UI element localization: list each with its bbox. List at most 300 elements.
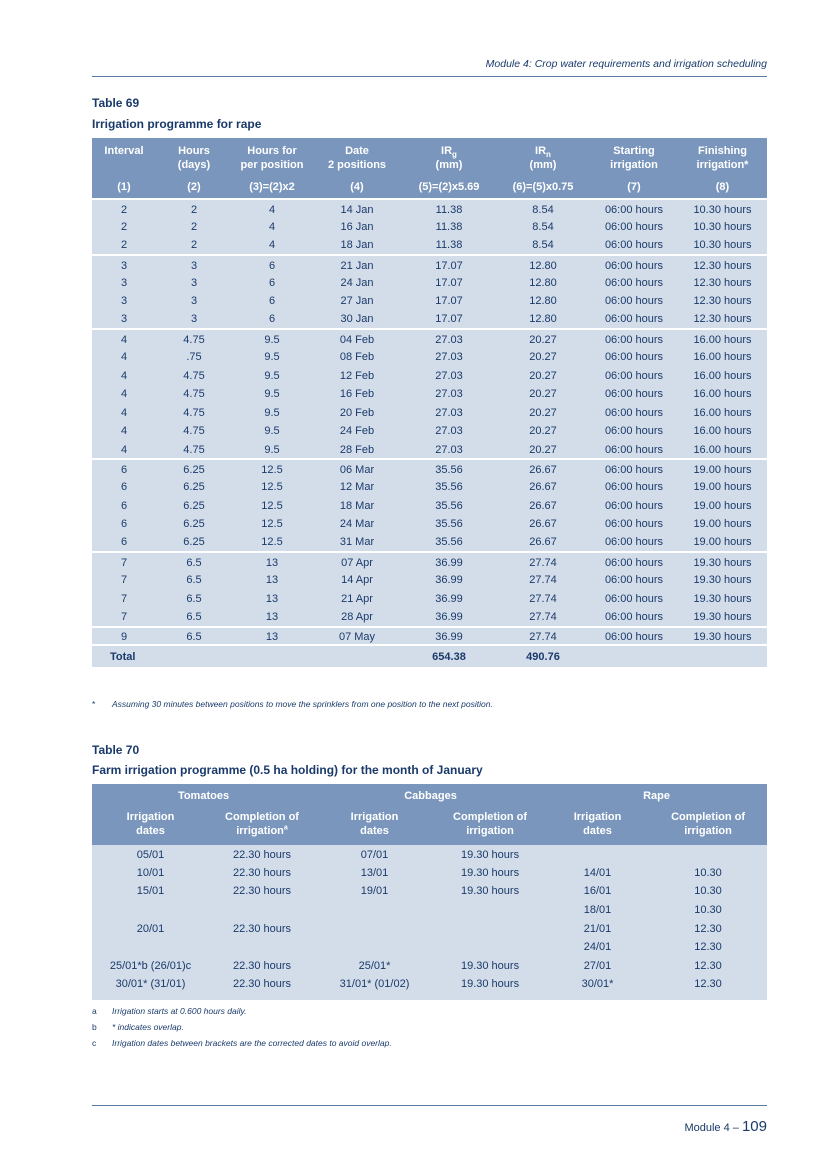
table-cell: 13 (232, 608, 312, 627)
table-cell: 9.5 (232, 441, 312, 460)
table-cell: 11.38 (402, 218, 496, 237)
column-code: (8) (678, 175, 767, 199)
table-cell: 26.67 (496, 515, 590, 534)
column-header (209, 807, 315, 845)
table-cell: 13/01 (315, 864, 434, 883)
column-header-label: Interval (104, 145, 144, 157)
column-header (315, 807, 434, 845)
running-header: Module 4: Crop water requirements and irrigation scheduling (485, 58, 767, 70)
column-header-unit: (days) (177, 159, 211, 171)
table-cell: 10.30 (649, 901, 767, 920)
footnote-mark: a (92, 1006, 97, 1016)
column-header (590, 138, 678, 175)
table-cell: 19.30 hours (678, 608, 767, 627)
table-cell: 6 (92, 534, 156, 553)
total-irn: 490.76 (496, 645, 590, 667)
table-cell: 9.5 (232, 422, 312, 441)
table-cell (649, 994, 767, 1000)
table-cell: 06:00 hours (590, 627, 678, 646)
table-cell: 9.5 (232, 385, 312, 404)
table-cell: 12.80 (496, 292, 590, 311)
table-cell (315, 938, 434, 957)
table-cell: 19.00 hours (678, 478, 767, 497)
footer-module: Module 4 – (684, 1122, 739, 1134)
table-cell: 8.54 (496, 199, 590, 218)
table-cell: 3 (92, 273, 156, 292)
table-row (92, 534, 767, 553)
table-cell: 12.30 hours (678, 292, 767, 311)
table-cell: 22.30 hours (209, 919, 315, 938)
table-cell: 14 Jan (312, 199, 402, 218)
table69-footnote (92, 699, 493, 709)
table-cell: 04 Feb (312, 329, 402, 348)
table-cell (315, 994, 434, 1000)
table-cell: 06:00 hours (590, 497, 678, 516)
table-cell: 3 (156, 292, 232, 311)
column-header-label: Finishing (698, 145, 747, 157)
table-cell: 6.25 (156, 515, 232, 534)
column-header-label: Irrigation (573, 811, 622, 823)
table-cell: 28 Apr (312, 608, 402, 627)
table-cell: 28 Feb (312, 441, 402, 460)
table-cell: 12.5 (232, 534, 312, 553)
table-cell: 4 (92, 404, 156, 423)
table-cell: 4.75 (156, 385, 232, 404)
table-cell: 06:00 hours (590, 459, 678, 478)
table-cell: 6 (232, 311, 312, 330)
table-cell: 30/01* (546, 975, 649, 994)
table-cell: 3 (156, 273, 232, 292)
table-row (92, 864, 767, 883)
table-cell: 12.80 (496, 273, 590, 292)
table-cell (434, 938, 546, 957)
table-cell: 06:00 hours (590, 608, 678, 627)
table-cell: 06:00 hours (590, 255, 678, 274)
table-row (92, 497, 767, 516)
table-cell: 11.38 (402, 199, 496, 218)
table-cell: 27.03 (402, 441, 496, 460)
table-cell: 9.5 (232, 348, 312, 367)
table-cell: 9.5 (232, 329, 312, 348)
column-header-unit: (mm) (435, 159, 463, 171)
table-cell: 2 (92, 236, 156, 255)
table-cell: 6.25 (156, 534, 232, 553)
table-cell: 36.99 (402, 608, 496, 627)
table-cell: 10.30 (649, 882, 767, 901)
table-cell: 06:00 hours (590, 422, 678, 441)
footnote-ref: a (283, 824, 288, 832)
table-cell: 9.5 (232, 404, 312, 423)
table-row (92, 385, 767, 404)
crop-header: Rape (546, 784, 767, 807)
table-cell: 06:00 hours (590, 441, 678, 460)
table-cell: 31/01* (01/02) (315, 975, 434, 994)
table-cell: 12.5 (232, 497, 312, 516)
column-code: (4) (312, 175, 402, 199)
table-cell (546, 845, 649, 864)
table-cell: 3 (156, 255, 232, 274)
table70-footnote (92, 1006, 247, 1016)
table-cell: 26.67 (496, 497, 590, 516)
table-cell: 12.30 (649, 975, 767, 994)
table-cell: 07 May (312, 627, 402, 646)
table70-number: Table 70 (92, 743, 140, 757)
table-cell: 4 (92, 348, 156, 367)
table70-title: Farm irrigation programme (0.5 ha holding) for the month of January (92, 763, 483, 777)
table-cell: 4.75 (156, 366, 232, 385)
table-cell: 27.03 (402, 348, 496, 367)
table-cell: 7 (92, 552, 156, 571)
table-cell: 19.30 hours (678, 627, 767, 646)
table-cell: 10.30 hours (678, 236, 767, 255)
footnote-text: Irrigation dates between brackets are the corrected dates to avoid overlap. (112, 1038, 392, 1048)
table-cell: 6 (232, 292, 312, 311)
column-header-label: dates (360, 825, 389, 837)
table-cell: 3 (92, 292, 156, 311)
table-cell: 12.30 (649, 919, 767, 938)
table70-footnote (92, 1038, 392, 1048)
table-cell: 4 (232, 218, 312, 237)
column-header-label: Completion of (453, 811, 527, 823)
table-cell: 19.30 hours (434, 864, 546, 883)
table-cell: 25/01* (315, 957, 434, 976)
table-cell: 36.99 (402, 552, 496, 571)
table-cell: 27.03 (402, 329, 496, 348)
table-cell: 16.00 hours (678, 441, 767, 460)
table-row (92, 441, 767, 460)
table-cell: 6 (92, 497, 156, 516)
table-cell: 6.5 (156, 608, 232, 627)
table-cell: 20.27 (496, 422, 590, 441)
table69-title: Irrigation programme for rape (92, 117, 262, 131)
table-cell: 24 Mar (312, 515, 402, 534)
table-cell (434, 994, 546, 1000)
column-header-label: Completion of (225, 811, 299, 823)
table-cell: 27.03 (402, 422, 496, 441)
table-cell: 12 Mar (312, 478, 402, 497)
column-header-unit: 2 positions (327, 159, 387, 171)
table-cell: 35.56 (402, 497, 496, 516)
table-cell: 20/01 (92, 919, 209, 938)
table-cell: 6.5 (156, 552, 232, 571)
table-cell: 27.74 (496, 552, 590, 571)
table-cell: 11.38 (402, 236, 496, 255)
table-cell: 2 (156, 218, 232, 237)
table-cell: 27 Jan (312, 292, 402, 311)
table-cell: 2 (156, 236, 232, 255)
page-footer (600, 1118, 767, 1135)
column-code: (6)=(5)x0.75 (496, 175, 590, 199)
table-row (92, 882, 767, 901)
table-cell: 12.80 (496, 311, 590, 330)
column-header (496, 138, 590, 175)
table-cell: 6.5 (156, 627, 232, 646)
table-cell: 6.25 (156, 459, 232, 478)
table-cell (92, 994, 209, 1000)
column-header-unit: per position (240, 159, 304, 171)
table-cell: 4 (92, 385, 156, 404)
table-cell: 27.03 (402, 366, 496, 385)
table-cell: 4.75 (156, 441, 232, 460)
column-header (312, 138, 402, 175)
table-cell: 4 (92, 422, 156, 441)
column-header-label: Hours for (247, 145, 297, 157)
table-cell: 20 Feb (312, 404, 402, 423)
header-rule (92, 76, 767, 77)
table-cell: 06:00 hours (590, 236, 678, 255)
table-cell: 06:00 hours (590, 589, 678, 608)
footnote-mark: * (92, 699, 96, 709)
table-cell: 3 (92, 255, 156, 274)
table-cell (209, 938, 315, 957)
column-code: (7) (590, 175, 678, 199)
table-cell: 4.75 (156, 329, 232, 348)
column-header-label: Irrigation (350, 811, 399, 823)
table-cell: 06:00 hours (590, 311, 678, 330)
table-cell: 10.30 (649, 864, 767, 883)
table-cell: 19.30 hours (434, 957, 546, 976)
column-header-label: IR (535, 145, 547, 157)
table-cell: 13 (232, 571, 312, 590)
table-row (92, 901, 767, 920)
table69 (92, 138, 767, 667)
table-cell: 4 (92, 366, 156, 385)
table-cell: 12.30 (649, 957, 767, 976)
table-cell: 10.30 hours (678, 218, 767, 237)
column-header-label: Starting (613, 145, 655, 157)
table-row (92, 571, 767, 590)
page-number: 109 (741, 1118, 767, 1135)
column-header-label: irrigation (466, 825, 514, 837)
table-cell: 05/01 (92, 845, 209, 864)
table-cell: 16/01 (546, 882, 649, 901)
table-cell: 4 (232, 236, 312, 255)
table-cell: 10/01 (92, 864, 209, 883)
table-cell: 6 (232, 255, 312, 274)
footnote-text: * indicates overlap. (112, 1022, 184, 1032)
table-cell: 4 (232, 199, 312, 218)
table-cell: 12.5 (232, 515, 312, 534)
table-cell: 35.56 (402, 478, 496, 497)
column-header (546, 807, 649, 845)
table-row (92, 199, 767, 218)
column-header (402, 138, 496, 175)
table-cell: 27/01 (546, 957, 649, 976)
table-cell: 19.00 hours (678, 515, 767, 534)
table-cell: 22.30 hours (209, 975, 315, 994)
table-cell: 26.67 (496, 478, 590, 497)
table-cell: 27.74 (496, 627, 590, 646)
table-cell: 6.25 (156, 478, 232, 497)
column-header (92, 807, 209, 845)
total-label: Total (92, 645, 402, 667)
table-row (92, 589, 767, 608)
column-header-subscript: n (546, 150, 551, 160)
table-cell: 9 (92, 627, 156, 646)
table-cell: 26.67 (496, 459, 590, 478)
table-cell (92, 938, 209, 957)
table-cell: 10.30 hours (678, 199, 767, 218)
column-header-label: dates (136, 825, 165, 837)
table-cell: 20.27 (496, 385, 590, 404)
table-cell: 06:00 hours (590, 329, 678, 348)
table-cell: 16.00 hours (678, 404, 767, 423)
table-cell: 20.27 (496, 329, 590, 348)
column-header-label: irrigation (684, 825, 732, 837)
table-cell (92, 901, 209, 920)
table-cell: 16.00 hours (678, 348, 767, 367)
table-cell: 16.00 hours (678, 385, 767, 404)
table-cell: 06:00 hours (590, 199, 678, 218)
crop-header: Cabbages (315, 784, 546, 807)
table-row (92, 236, 767, 255)
table-cell: 4.75 (156, 404, 232, 423)
table-cell: 8.54 (496, 236, 590, 255)
table-cell: 6 (92, 459, 156, 478)
table-cell: 35.56 (402, 534, 496, 553)
table-cell: 19.30 hours (434, 845, 546, 864)
column-header-label: IR (441, 145, 453, 157)
table-cell: 27.03 (402, 385, 496, 404)
table-cell: 16 Feb (312, 385, 402, 404)
table-cell: 06:00 hours (590, 478, 678, 497)
table-cell: 7 (92, 608, 156, 627)
table-cell: 6 (92, 478, 156, 497)
table-cell: 18 Mar (312, 497, 402, 516)
table-row (92, 422, 767, 441)
column-code: (3)=(2)x2 (232, 175, 312, 199)
table-cell: 30 Jan (312, 311, 402, 330)
table-cell: 22.30 hours (209, 882, 315, 901)
table-cell: 22.30 hours (209, 864, 315, 883)
table-row (92, 478, 767, 497)
table70 (92, 784, 767, 1000)
table-cell: 20.27 (496, 404, 590, 423)
table-cell: 17.07 (402, 255, 496, 274)
table69-number: Table 69 (92, 96, 140, 110)
table-cell: 6 (232, 273, 312, 292)
header-row (92, 138, 767, 175)
column-header-label: dates (583, 825, 612, 837)
column-header-label: Irrigation (126, 811, 175, 823)
table-row (92, 459, 767, 478)
table-cell: 6.25 (156, 497, 232, 516)
table-cell: 06:00 hours (590, 348, 678, 367)
table-cell (678, 645, 767, 667)
table-cell: 9.5 (232, 366, 312, 385)
column-header (92, 138, 156, 175)
table-cell: 12.30 hours (678, 255, 767, 274)
table-cell: 18/01 (546, 901, 649, 920)
column-header (678, 138, 767, 175)
table-cell: 27.74 (496, 608, 590, 627)
column-code: (1) (92, 175, 156, 199)
column-header-unit: (mm) (529, 159, 557, 171)
table-cell: 12.30 hours (678, 273, 767, 292)
table-cell: 24 Feb (312, 422, 402, 441)
table-cell: 12.30 hours (678, 311, 767, 330)
table-row (92, 366, 767, 385)
table-cell: 06:00 hours (590, 552, 678, 571)
table-cell: 06:00 hours (590, 366, 678, 385)
table-cell: 07 Apr (312, 552, 402, 571)
table-cell (434, 919, 546, 938)
table-cell: 19.30 hours (678, 571, 767, 590)
table-cell: 15/01 (92, 882, 209, 901)
table-cell: 3 (92, 311, 156, 330)
table-row (92, 552, 767, 571)
table-row (92, 608, 767, 627)
table-cell: 22.30 hours (209, 845, 315, 864)
column-header-subscript: g (452, 150, 457, 160)
table-cell: 20.27 (496, 348, 590, 367)
table-cell: 6.5 (156, 589, 232, 608)
header-code-row (92, 175, 767, 199)
table-cell: 17.07 (402, 292, 496, 311)
table-cell: 2 (92, 199, 156, 218)
table-cell: 3 (156, 311, 232, 330)
table-row (92, 329, 767, 348)
subheader-row (92, 807, 767, 845)
column-code: (5)=(2)x5.69 (402, 175, 496, 199)
table-cell: 17.07 (402, 273, 496, 292)
table-cell: 13 (232, 589, 312, 608)
footnote-mark: b (92, 1022, 97, 1032)
table-cell: 36.99 (402, 627, 496, 646)
table-cell: .75 (156, 348, 232, 367)
table-cell: 24/01 (546, 938, 649, 957)
crop-header-row (92, 784, 767, 807)
table-cell: 12.30 (649, 938, 767, 957)
table-cell: 08 Feb (312, 348, 402, 367)
table-cell (434, 901, 546, 920)
table-cell: 19.30 hours (678, 589, 767, 608)
table-cell: 14/01 (546, 864, 649, 883)
table-row (92, 218, 767, 237)
column-header (434, 807, 546, 845)
table-cell: 14 Apr (312, 571, 402, 590)
table-cell (209, 901, 315, 920)
table-cell: 06:00 hours (590, 292, 678, 311)
table-cell: 13 (232, 552, 312, 571)
table-cell: 26.67 (496, 534, 590, 553)
footnote-text: Assuming 30 minutes between positions to move the sprinklers from one position to the next position. (112, 699, 493, 709)
column-code: (2) (156, 175, 232, 199)
table-cell: 20.27 (496, 366, 590, 385)
table-cell: 19.30 hours (434, 975, 546, 994)
column-header-label: Completion of (671, 811, 745, 823)
table-cell: 06:00 hours (590, 515, 678, 534)
table-cell: 20.27 (496, 441, 590, 460)
table-row (92, 627, 767, 646)
table-cell: 12 Feb (312, 366, 402, 385)
column-header-unit: irrigation (610, 159, 658, 171)
table-row (92, 919, 767, 938)
table-cell (590, 645, 678, 667)
table-row (92, 994, 767, 1000)
footer-rule (92, 1105, 767, 1106)
table-cell: 27.74 (496, 571, 590, 590)
table-cell: 16 Jan (312, 218, 402, 237)
table-cell: 06 Mar (312, 459, 402, 478)
table-cell: 12.5 (232, 459, 312, 478)
table-cell (649, 845, 767, 864)
table-row (92, 515, 767, 534)
table-cell: 24 Jan (312, 273, 402, 292)
table-cell: 8.54 (496, 218, 590, 237)
footnote-text: Irrigation starts at 0.600 hours daily. (112, 1006, 247, 1016)
table-cell: 06:00 hours (590, 273, 678, 292)
